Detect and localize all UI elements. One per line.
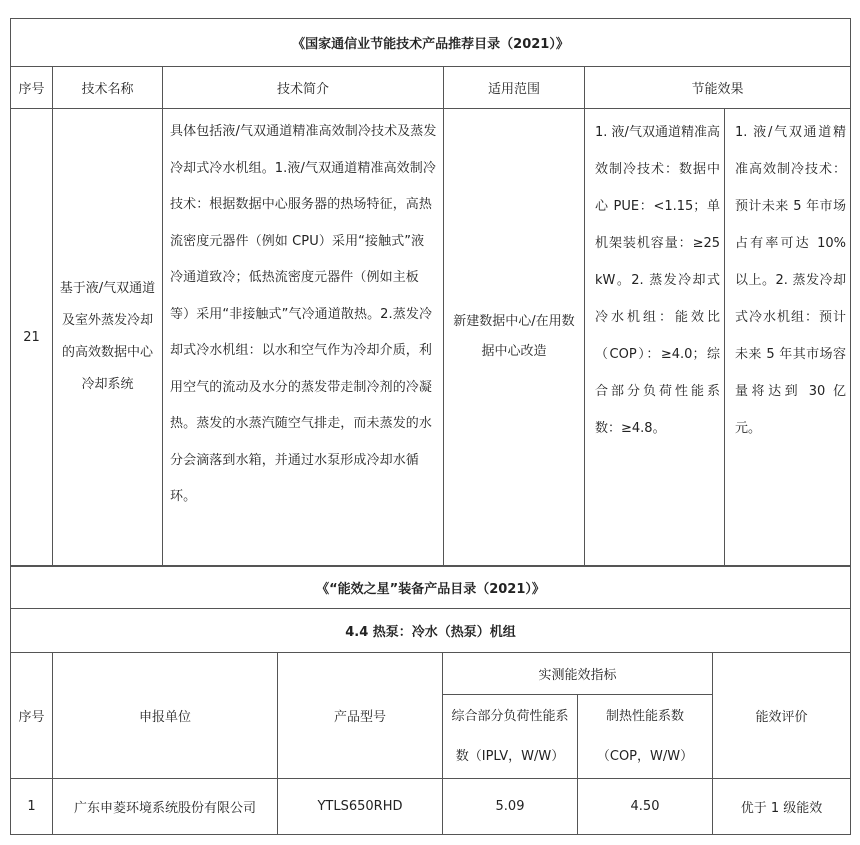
- header-scope: 适用范围: [444, 67, 585, 109]
- model-cell: YTLS650RHD: [278, 779, 443, 835]
- header-measured-indicators: 实测能效指标: [443, 653, 713, 695]
- tech-summary-cell: 具体包括液/气双通道精准高效制冷技术及蒸发冷却式冷水机组。1.液/气双通道精准高效制冷技术：根据数据中心服务器的热场特征，高热流密度元器件（例如 CPU）采用“接触式”液冷通道致冷；低热流密度元器件（例如主板等）采用“非接触式”气冷通道散热。2.蒸发冷却式冷水机组：以水和空气作为冷却介质，利用空气的流动及水分的蒸发带走制冷剂的冷凝热。蒸发的水蒸汽随空气排走，而未蒸发的水分会滴落到水箱，并通过水泵形成冷却水循环。: [163, 109, 444, 566]
- table1-title: 《国家通信业节能技术产品推荐目录（2021）》: [11, 19, 851, 67]
- row-index: 21: [11, 109, 53, 566]
- header-unit: 申报单位: [53, 653, 278, 779]
- cop-cell: 4.50: [578, 779, 713, 835]
- header-tech-summary: 技术简介: [163, 67, 444, 109]
- effect-cell-market: 1. 液/气双通道精准高效制冷技术：预计未来 5 年市场占有率可达 10%以上。2. 蒸发冷却式冷水机组：预计未来 5 年其市场容量将达到 30 亿元。: [725, 109, 851, 566]
- table2-subtitle: 4.4 热泵：冷水（热泵）机组: [11, 609, 851, 653]
- header-index: 序号: [11, 67, 53, 109]
- effect-cell-technical: 1. 液/气双通道精准高效制冷技术：数据中心 PUE：<1.15；单机架装机容量：≥25kW。2. 蒸发冷却式冷水机组：能效比（COP）：≥4.0；综合部分负荷性能系数：≥4.8。: [585, 109, 725, 566]
- rating-cell: 优于 1 级能效: [713, 779, 851, 835]
- header-effect: 节能效果: [585, 67, 851, 109]
- unit-cell: 广东申菱环境系统股份有限公司: [53, 779, 278, 835]
- scope-cell: 新建数据中心/在用数据中心改造: [444, 109, 585, 566]
- energy-tech-catalog-table: [10, 18, 851, 566]
- iplv-cell: 5.09: [443, 779, 578, 835]
- tech-name-cell: 基于液/气双通道及室外蒸发冷却的高效数据中心冷却系统: [53, 109, 163, 566]
- energy-star-catalog-table: [10, 566, 851, 835]
- header-model: 产品型号: [278, 653, 443, 779]
- header-iplv: 综合部分负荷性能系数（IPLV，W/W）: [443, 695, 578, 779]
- header-tech-name: 技术名称: [53, 67, 163, 109]
- table2-title: 《“能效之星”装备产品目录（2021）》: [11, 567, 851, 609]
- table-row: [11, 779, 851, 835]
- header-rating: 能效评价: [713, 653, 851, 779]
- header-index: 序号: [11, 653, 53, 779]
- header-cop: 制热性能系数（COP，W/W）: [578, 695, 713, 779]
- row-index: 1: [11, 779, 53, 835]
- table-row: [11, 109, 851, 566]
